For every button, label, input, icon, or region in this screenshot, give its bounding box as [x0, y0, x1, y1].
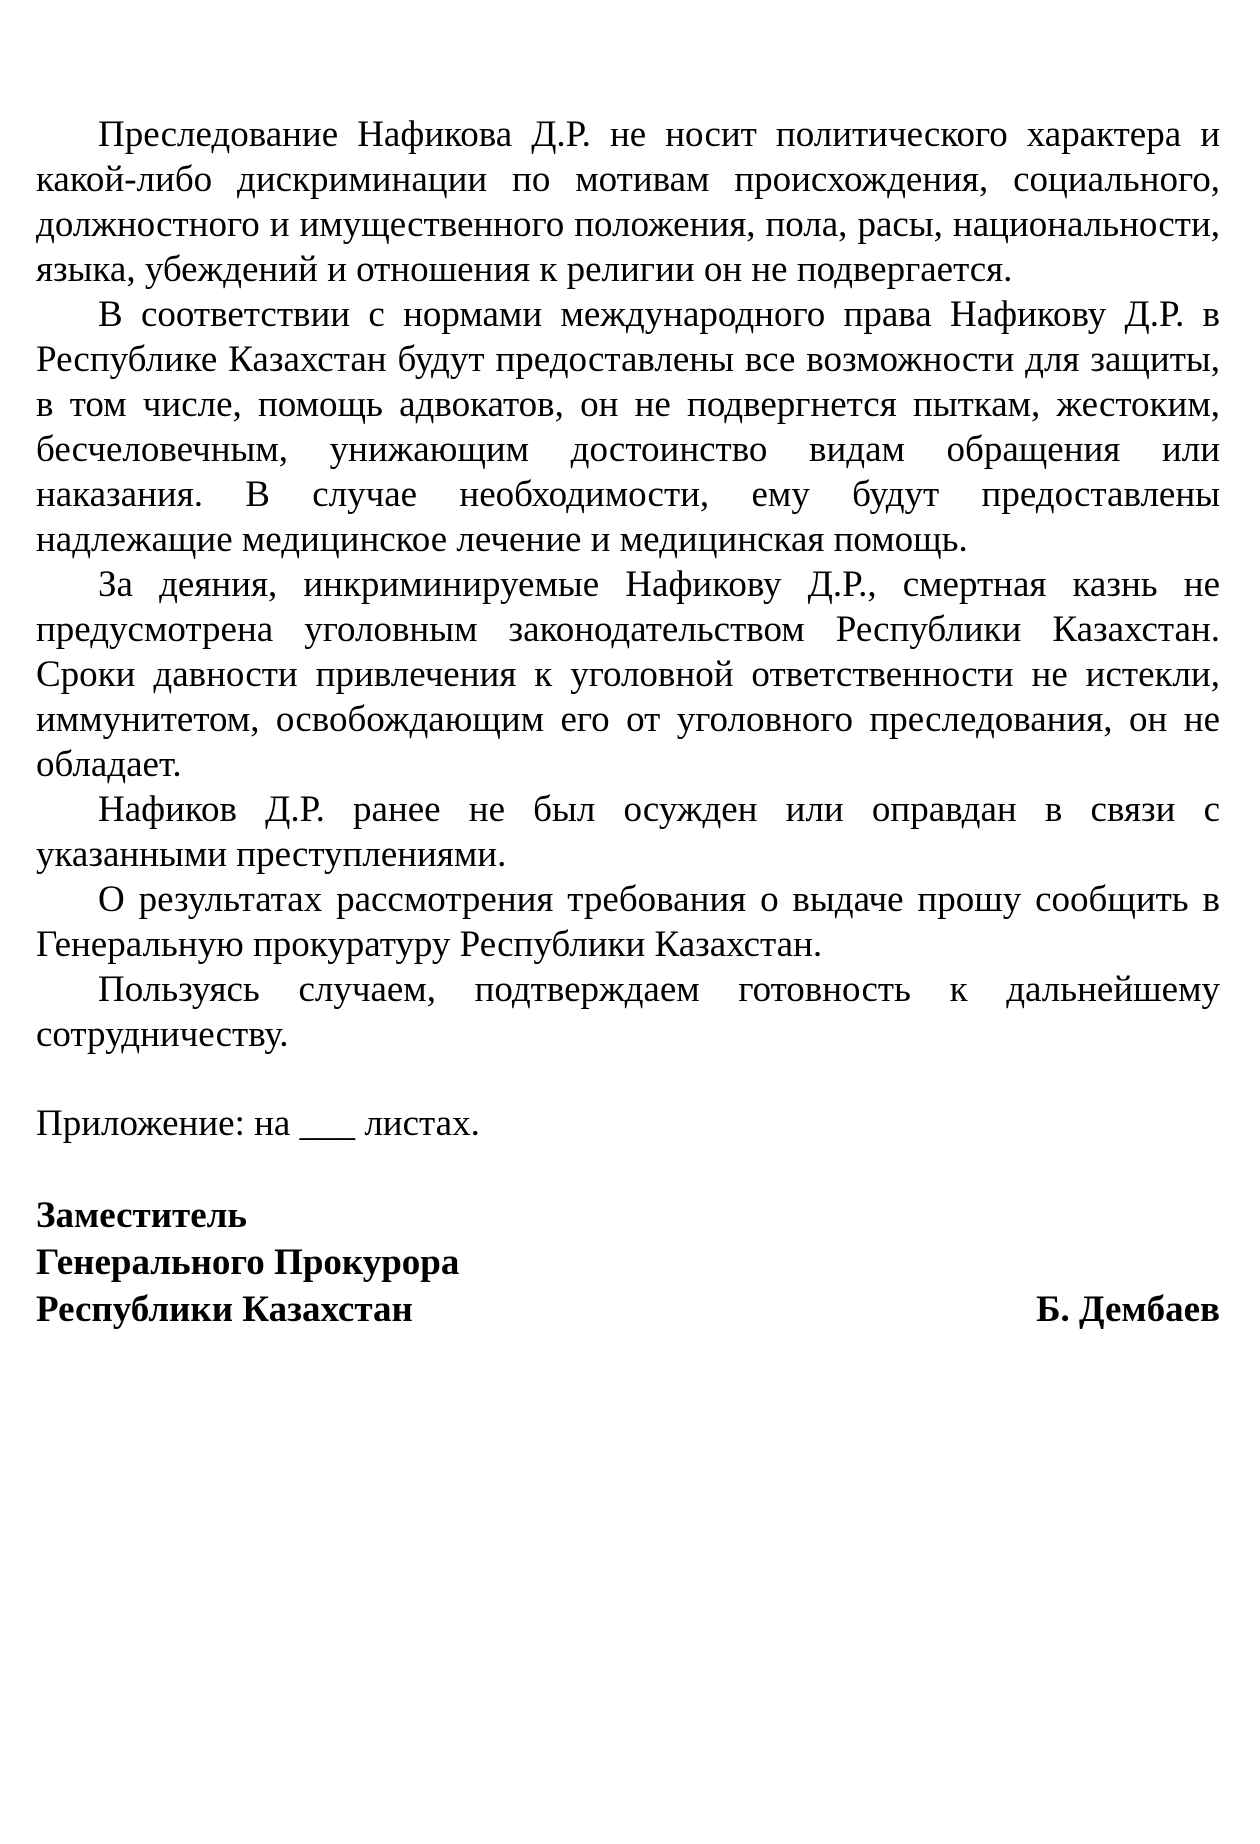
signatory-title-line2: Генерального Прокурора	[36, 1242, 460, 1283]
signatory-title-line3: Республики Казахстан	[36, 1289, 413, 1330]
signatory-name: Б. Дембаев	[1036, 1289, 1220, 1330]
paragraph-guarantees: В соответствии с нормами международного права Нафикову Д.Р. в Республике Казахстан будут предоставлены все возможности для защиты, в том числе, помощь адвокатов, он не подвергнется пыткам, жестоким, бесчеловечным, унижающим достоинство видам обращения или наказания. В случае необходимости, ему будут предоставлены надлежащие медицинское лечение и медицинская помощь.	[36, 294, 1220, 560]
attachment-note: Приложение: на ___ листах.	[36, 1103, 480, 1144]
paragraph-cooperation: Пользуясь случаем, подтверждаем готовность к дальнейшему сотрудничеству.	[36, 969, 1220, 1055]
letter-body	[36, 112, 1220, 1057]
signature-block	[36, 1192, 1220, 1333]
paragraph-death-penalty: За деяния, инкриминируемые Нафикову Д.Р., смертная казнь не предусмотрена уголовным законодательством Республики Казахстан. Сроки давности привлечения к уголовной ответственности не истекли, иммунитетом, освобождающим его от уголовного преследования, он не обладает.	[36, 564, 1220, 785]
paragraph-results-request: О результатах рассмотрения требования о выдаче прошу сообщить в Генеральную прокуратуру Республики Казахстан.	[36, 879, 1220, 965]
paragraph-prior-conviction: Нафиков Д.Р. ранее не был осужден или оправдан в связи с указанными преступлениями.	[36, 789, 1220, 875]
paragraph-persecution: Преследование Нафикова Д.Р. не носит политического характера и какой-либо дискриминации по мотивам происхождения, социального, должностного и имущественного положения, пола, расы, национальности, языка, убеждений и отношения к религии он не подвергается.	[36, 114, 1220, 290]
signature-row	[36, 1286, 1220, 1333]
signatory-title-line1: Заместитель	[36, 1195, 247, 1236]
